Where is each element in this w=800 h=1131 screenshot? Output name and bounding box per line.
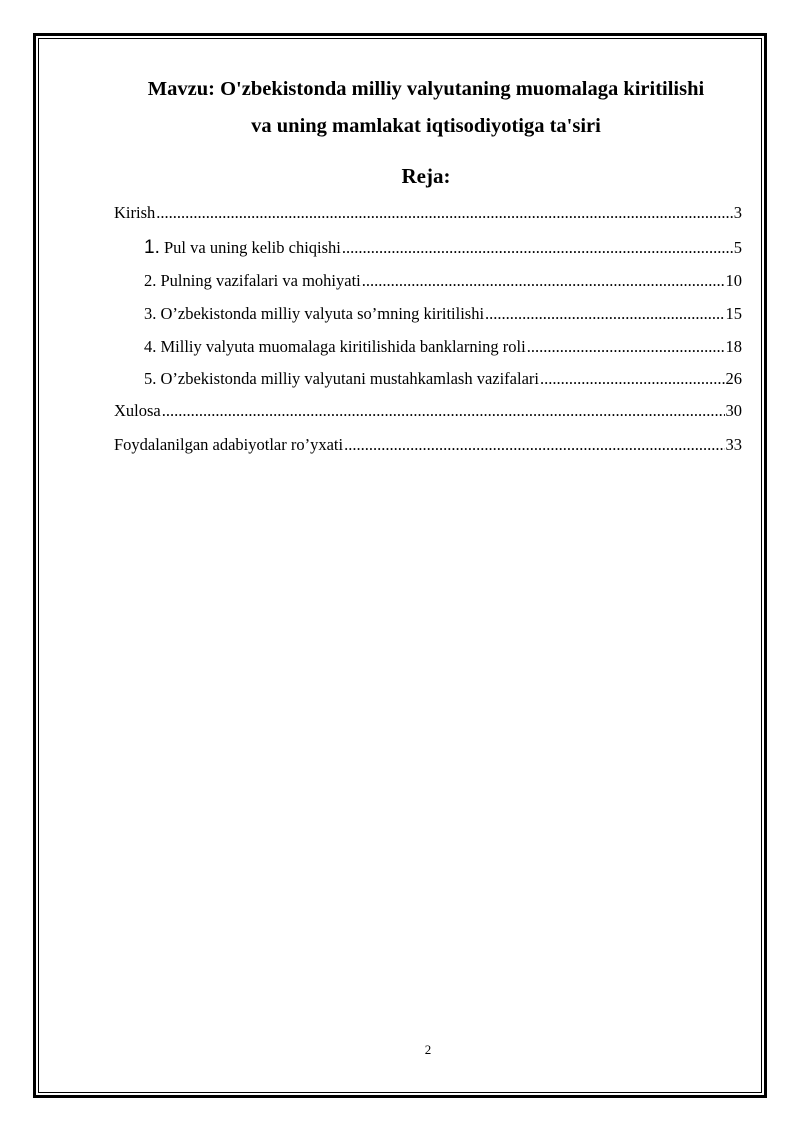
toc-entry-page: 15 (725, 304, 742, 323)
toc-leader (362, 273, 725, 290)
toc-leader (527, 339, 725, 356)
toc-entry-page: 18 (725, 337, 742, 356)
toc-entry-page: 30 (725, 401, 742, 420)
page-number: 2 (424, 1042, 432, 1057)
toc-entry-kirish[interactable] (114, 205, 742, 222)
toc-entry-3[interactable] (144, 306, 742, 323)
toc-leader (342, 240, 733, 257)
toc-entry-page: 26 (725, 369, 742, 388)
toc-entry-label: 5. O’zbekistonda milliy valyutani mustahkamlash vazifalari (144, 369, 539, 388)
toc-entry-label: Xulosa (114, 401, 161, 420)
toc-entry-text: Pul va uning kelib chiqishi (163, 238, 341, 257)
toc-entry-number: 1. (144, 237, 160, 258)
toc-entry-page: 10 (725, 271, 742, 290)
toc-leader (344, 437, 724, 454)
toc-entry-page: 5 (733, 238, 742, 257)
document-title-line-2: va uning mamlakat iqtisodiyotiga ta'siri (251, 115, 601, 137)
toc-entry-2[interactable] (144, 273, 742, 290)
toc-entry-label: 4. Milliy valyuta muomalaga kiritilishida banklarning roli (144, 337, 526, 356)
toc-entry-label: 3. O’zbekistonda milliy valyuta so’mning kiritilishi (144, 304, 485, 323)
toc-entry-page: 3 (733, 203, 742, 222)
toc-entry-page: 33 (725, 435, 742, 454)
toc-leader (540, 371, 725, 388)
toc-entry-1[interactable] (144, 238, 742, 257)
toc-entry-label: Kirish (114, 203, 156, 222)
toc-leader (162, 403, 725, 420)
toc-leader (485, 306, 724, 323)
toc-entry-4[interactable] (144, 339, 742, 356)
toc-entry-label: Foydalanilgan adabiyotlar ro’yxati (114, 435, 344, 454)
toc-entry-label (144, 238, 341, 257)
toc-entry-label: 2. Pulning vazifalari va mohiyati (144, 271, 361, 290)
toc-entry-adabiyotlar[interactable] (114, 437, 742, 454)
toc-entry-xulosa[interactable] (114, 403, 742, 420)
document-title-line-1: Mavzu: O'zbekistonda milliy valyutaning muomalaga kiritilishi (147, 78, 705, 100)
toc-entry-5[interactable] (144, 371, 742, 388)
plan-heading: Reja: (401, 164, 451, 188)
toc-leader (156, 205, 733, 222)
